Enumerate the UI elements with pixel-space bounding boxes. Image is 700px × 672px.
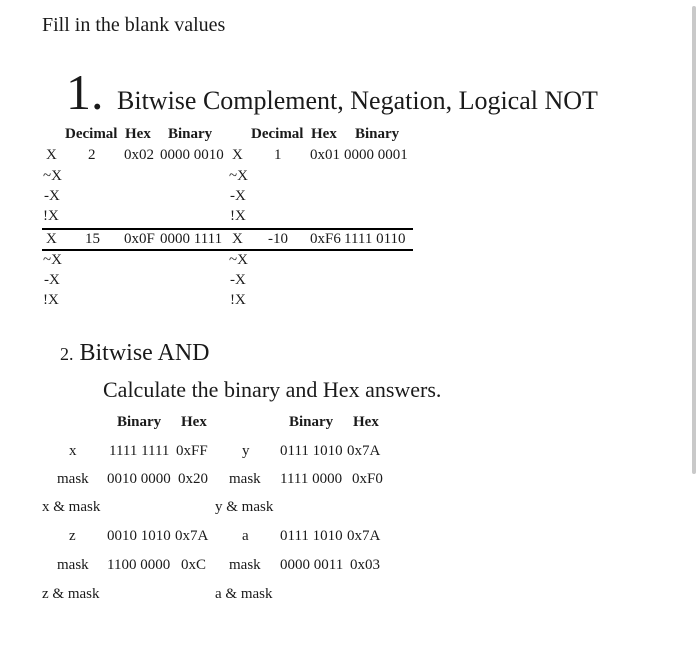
section-2-number: 2. bbox=[60, 344, 74, 364]
header-hex-right: Hex bbox=[311, 126, 337, 142]
header-decimal-left: Decimal bbox=[65, 126, 118, 142]
header-hex-left: Hex bbox=[125, 126, 151, 142]
group1-right-complement-label: ~X bbox=[229, 168, 248, 184]
mask1-right-label: mask bbox=[229, 471, 261, 487]
header-binary-left: Binary bbox=[168, 126, 213, 142]
section-1-number: 1. bbox=[66, 64, 104, 120]
mask2-left-hex: 0xC bbox=[181, 557, 207, 573]
z-and-mask-label: z & mask bbox=[42, 586, 100, 602]
group2-right-binary: 1111 0110 bbox=[344, 231, 406, 247]
group1-right-negation-label: -X bbox=[230, 188, 246, 204]
mask1-left-binary: 0010 0000 bbox=[107, 471, 171, 487]
a-binary: 0111 1010 bbox=[280, 528, 343, 544]
section-2-instruction: Calculate the binary and Hex answers. bbox=[103, 377, 442, 402]
and-header-binary-left: Binary bbox=[117, 414, 162, 430]
mask2-left-label: mask bbox=[57, 557, 89, 573]
group2-right-negation-label: -X bbox=[230, 272, 246, 288]
section-2-heading bbox=[60, 340, 210, 367]
x-label: x bbox=[69, 443, 77, 459]
x-binary: 1111 1111 bbox=[109, 443, 170, 459]
group2-left-x-label: X bbox=[46, 231, 57, 247]
group1-right-not-label: !X bbox=[230, 208, 246, 224]
group1-left-negation-label: -X bbox=[44, 188, 60, 204]
mask1-right-hex: 0xF0 bbox=[352, 471, 383, 487]
group2-right-hex: 0xF6 bbox=[310, 231, 341, 247]
header-decimal-right: Decimal bbox=[251, 126, 304, 142]
header-binary-right: Binary bbox=[355, 126, 400, 142]
group2-left-negation-label: -X bbox=[44, 272, 60, 288]
mask2-right-label: mask bbox=[229, 557, 261, 573]
table-divider-top bbox=[42, 228, 413, 230]
group2-left-not-label: !X bbox=[43, 292, 59, 308]
mask1-left-label: mask bbox=[57, 471, 89, 487]
y-label: y bbox=[242, 443, 250, 459]
group1-left-x-label: X bbox=[46, 147, 57, 163]
table-divider-bottom bbox=[42, 249, 413, 251]
group2-left-decimal: 15 bbox=[85, 231, 100, 247]
x-hex: 0xFF bbox=[176, 443, 208, 459]
group1-left-complement-label: ~X bbox=[43, 168, 62, 184]
y-and-mask-label: y & mask bbox=[215, 499, 274, 515]
group2-right-x-label: X bbox=[232, 231, 243, 247]
y-hex: 0x7A bbox=[347, 443, 381, 459]
mask1-left-hex: 0x20 bbox=[178, 471, 208, 487]
group2-right-decimal: -10 bbox=[268, 231, 288, 247]
group1-right-hex: 0x01 bbox=[310, 147, 340, 163]
z-hex: 0x7A bbox=[175, 528, 209, 544]
instructions-text: Fill in the blank values bbox=[42, 14, 226, 36]
group2-right-complement-label: ~X bbox=[229, 252, 248, 268]
mask2-right-binary: 0000 0011 bbox=[280, 557, 344, 573]
group2-left-hex: 0x0F bbox=[124, 231, 155, 247]
section-1-title: Bitwise Complement, Negation, Logical NOT bbox=[117, 86, 598, 115]
group1-right-decimal: 1 bbox=[274, 147, 282, 163]
section-2-title: Bitwise AND bbox=[79, 340, 210, 366]
group1-left-hex: 0x02 bbox=[124, 147, 154, 163]
group2-left-binary: 0000 1111 bbox=[160, 231, 223, 247]
group2-left-complement-label: ~X bbox=[43, 252, 62, 268]
group1-left-decimal: 2 bbox=[88, 147, 96, 163]
y-binary: 0111 1010 bbox=[280, 443, 343, 459]
z-label: z bbox=[69, 528, 76, 544]
group2-right-not-label: !X bbox=[230, 292, 246, 308]
z-binary: 0010 1010 bbox=[107, 528, 171, 544]
and-header-binary-right: Binary bbox=[289, 414, 334, 430]
mask2-right-hex: 0x03 bbox=[350, 557, 380, 573]
and-header-hex-left: Hex bbox=[181, 414, 207, 430]
vertical-scrollbar[interactable] bbox=[692, 6, 696, 474]
group1-left-binary: 0000 0010 bbox=[160, 147, 224, 163]
group1-right-binary: 0000 0001 bbox=[344, 147, 408, 163]
a-hex: 0x7A bbox=[347, 528, 381, 544]
and-header-hex-right: Hex bbox=[353, 414, 379, 430]
mask2-left-binary: 1100 0000 bbox=[107, 557, 171, 573]
x-and-mask-label: x & mask bbox=[42, 499, 101, 515]
group1-left-not-label: !X bbox=[43, 208, 59, 224]
a-and-mask-label: a & mask bbox=[215, 586, 273, 602]
group1-right-x-label: X bbox=[232, 147, 243, 163]
a-label: a bbox=[242, 528, 249, 544]
mask1-right-binary: 1111 0000 bbox=[280, 471, 343, 487]
